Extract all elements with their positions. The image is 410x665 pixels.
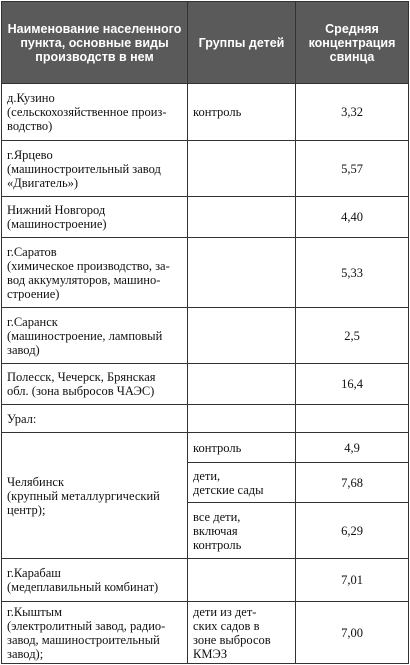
place-cell: г.Карабаш (медеплавильный комбинат) — [2, 559, 188, 602]
group-cell — [188, 559, 296, 602]
value-cell — [296, 405, 409, 433]
group-cell: все дети, включая контроль — [188, 503, 296, 559]
table-row — [2, 141, 409, 197]
group-cell — [188, 308, 296, 364]
place-cell: Челябинск (крупный металлургический центр); — [2, 433, 188, 559]
table-row — [2, 433, 409, 463]
header-group: Группы детей — [188, 2, 296, 84]
group-cell: контроль — [188, 84, 296, 141]
table-row — [2, 559, 409, 602]
value-cell: 3,32 — [296, 84, 409, 141]
value-cell: 7,68 — [296, 463, 409, 503]
table-row — [2, 602, 409, 664]
value-cell: 6,29 — [296, 503, 409, 559]
place-cell: Полесск, Чечерск, Брянская обл. (зона выбросов ЧАЭС) — [2, 364, 188, 405]
group-cell: дети из дет- ских садов в зоне выбросов КМЭЗ — [188, 602, 296, 664]
header-lead: Средняя концентрация свинца — [296, 2, 409, 84]
header-place: Наименование населенного пункта, основные виды производств в нем — [2, 2, 188, 84]
place-cell: г.Саранск (машиностроение, ламповый завод) — [2, 308, 188, 364]
table-row — [2, 197, 409, 238]
region-cell: Урал: — [2, 405, 188, 433]
place-cell: д.Кузино (сельскохозяйственное произ- водство) — [2, 84, 188, 141]
region-row — [2, 405, 409, 433]
value-cell: 5,33 — [296, 238, 409, 308]
value-cell: 5,57 — [296, 141, 409, 197]
value-cell: 4,40 — [296, 197, 409, 238]
group-cell — [188, 364, 296, 405]
group-cell — [188, 141, 296, 197]
place-cell: г.Саратов (химическое производство, за- вод аккумуляторов, машино- строение) — [2, 238, 188, 308]
lead-concentration-table — [1, 1, 409, 664]
group-cell — [188, 238, 296, 308]
group-cell — [188, 197, 296, 238]
place-cell: г.Ярцево (машиностроительный завод «Двигатель») — [2, 141, 188, 197]
group-cell: контроль — [188, 433, 296, 463]
value-cell: 7,01 — [296, 559, 409, 602]
table-row — [2, 238, 409, 308]
value-cell: 2,5 — [296, 308, 409, 364]
table-row — [2, 364, 409, 405]
place-cell: Нижний Новгород (машиностроение) — [2, 197, 188, 238]
value-cell: 16,4 — [296, 364, 409, 405]
value-cell: 7,00 — [296, 602, 409, 664]
place-cell: г.Кыштым (электролитный завод, радио- завод, машиностроительный завод); — [2, 602, 188, 664]
header-row — [2, 2, 409, 84]
group-cell: дети, детские сады — [188, 463, 296, 503]
table-row — [2, 84, 409, 141]
value-cell: 4,9 — [296, 433, 409, 463]
group-cell — [188, 405, 296, 433]
table-row — [2, 308, 409, 364]
